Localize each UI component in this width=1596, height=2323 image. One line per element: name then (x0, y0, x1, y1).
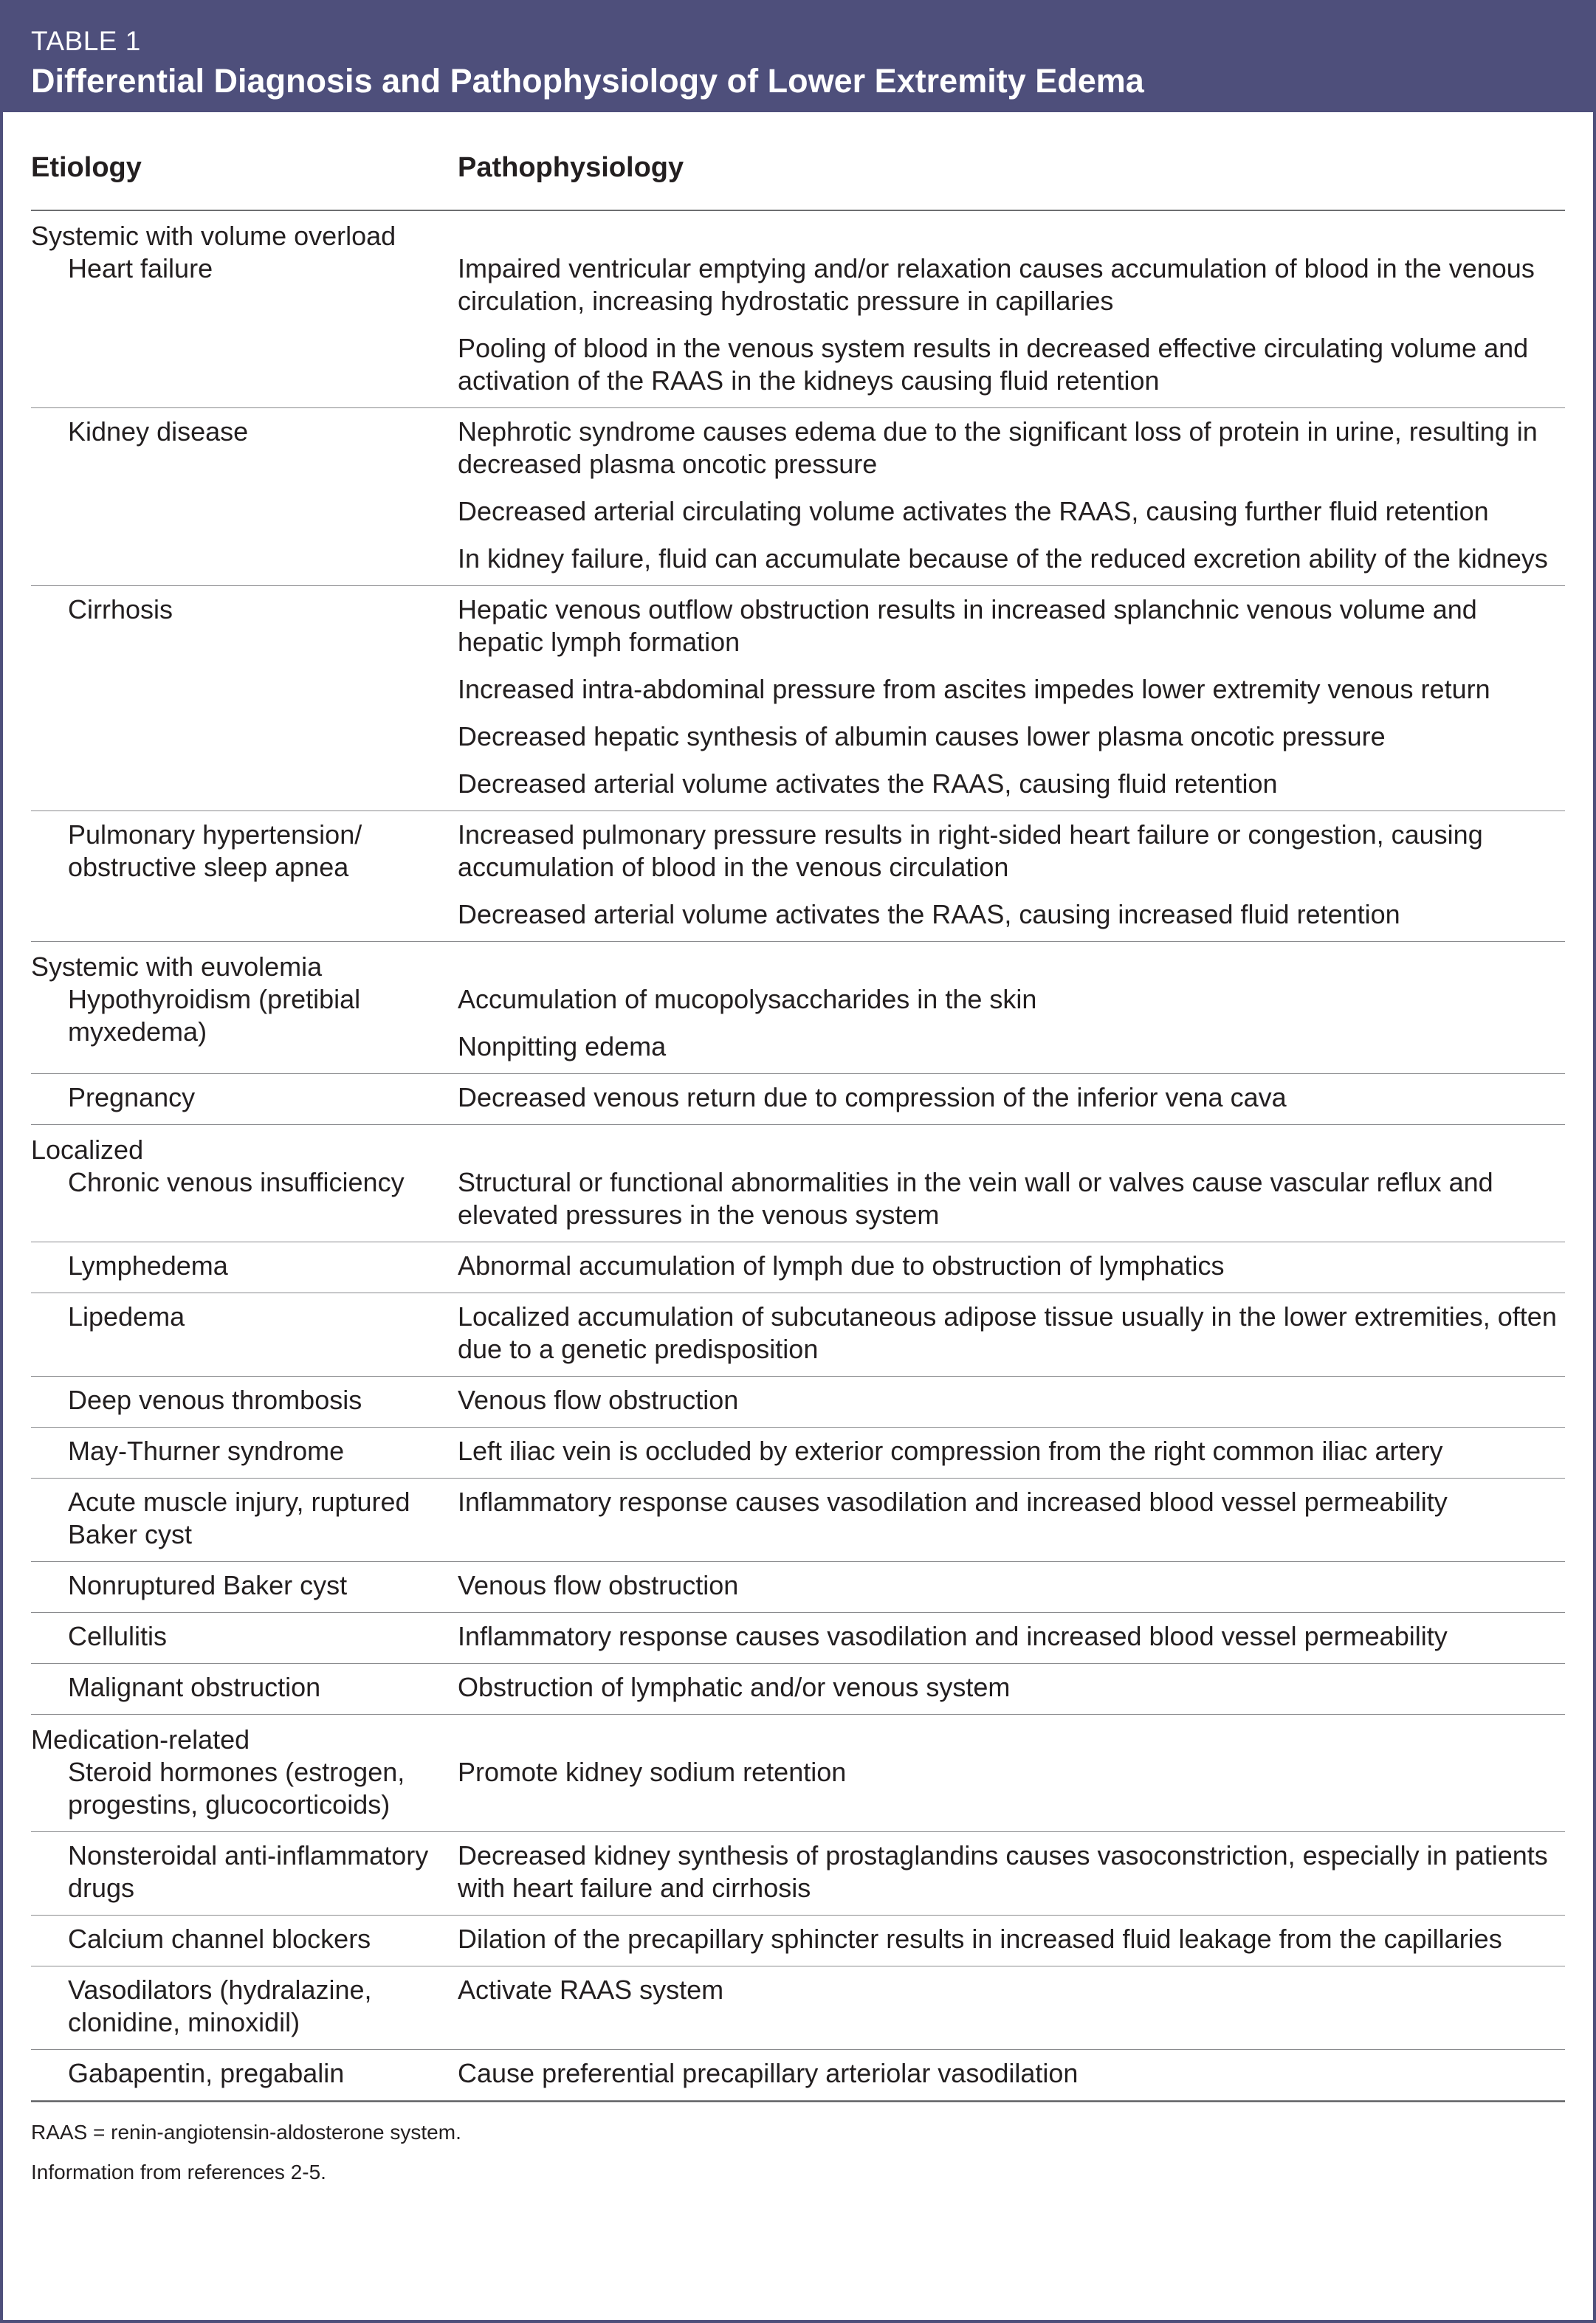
pathophysiology-cell (458, 1569, 1565, 1602)
pathophysiology-text: Venous flow obstruction (458, 1385, 739, 1415)
pathophysiology-text: Decreased hepatic synthesis of albumin causes lower plasma oncotic pressure (458, 721, 1386, 751)
table-row (31, 983, 1565, 1074)
pathophysiology-text: Activate RAAS system (458, 1975, 724, 2005)
pathophysiology-text: Decreased kidney synthesis of prostaglandins causes vasoconstriction, especially in patients with heart failure and cirrhosis (458, 1840, 1548, 1903)
table-row (31, 1074, 1565, 1125)
pathophysiology-cell (458, 1435, 1565, 1467)
section-label: Localized (31, 1135, 144, 1165)
pathophysiology-cell (458, 983, 1565, 1063)
pathophysiology-text: Localized accumulation of subcutaneous adipose tissue usually in the lower extremities, often due to a genetic predisposition (458, 1301, 1557, 1364)
column-header-etiology: Etiology (31, 151, 142, 183)
pathophysiology-cell (458, 252, 1565, 397)
table-row (31, 1832, 1565, 1916)
table-row (31, 1242, 1565, 1293)
pathophysiology-text: Inflammatory response causes vasodilation and increased blood vessel permeability (458, 1621, 1448, 1651)
etiology-cell: Cellulitis (68, 1621, 168, 1651)
etiology-cell: Pregnancy (68, 1082, 196, 1112)
pathophysiology-cell (458, 593, 1565, 800)
footnote-source: Information from references 2-5. (31, 2161, 326, 2183)
etiology-cell: Pulmonary hypertension/ obstructive sleep apnea (68, 819, 362, 882)
pathophysiology-text: Structural or functional abnormalities in the vein wall or valves cause vascular reflux and elevated pressures in the venous system (458, 1167, 1493, 1230)
etiology-cell: Lymphedema (68, 1250, 228, 1281)
etiology-cell: Lipedema (68, 1301, 185, 1332)
pathophysiology-text: Abnormal accumulation of lymph due to obstruction of lymphatics (458, 1250, 1225, 1281)
pathophysiology-text: Decreased arterial circulating volume activates the RAAS, causing further fluid retention (458, 496, 1489, 526)
table-header (3, 3, 1593, 112)
etiology-cell: Calcium channel blockers (68, 1924, 371, 1954)
pathophysiology-cell (458, 1974, 1565, 2039)
table-row (31, 1166, 1565, 1242)
pathophysiology-text: Increased intra-abdominal pressure from ascites impedes lower extremity venous return (458, 674, 1490, 704)
table-row (31, 1613, 1565, 1664)
pathophysiology-text: Nephrotic syndrome causes edema due to the significant loss of protein in urine, resulting in decreased plasma oncotic pressure (458, 416, 1538, 479)
footnote-abbreviation: RAAS = renin-angiotensin-aldosterone system. (31, 2121, 461, 2144)
table-row (31, 586, 1565, 811)
section-label: Systemic with euvolemia (31, 951, 323, 982)
table-body (3, 112, 1593, 2185)
table-row (31, 2050, 1565, 2101)
pathophysiology-text: Decreased arterial volume activates the RAAS, causing fluid retention (458, 768, 1278, 799)
table-row (31, 1377, 1565, 1428)
table-row (31, 811, 1565, 942)
etiology-cell: Nonruptured Baker cyst (68, 1570, 348, 1600)
pathophysiology-cell (458, 1250, 1565, 1282)
etiology-cell: Kidney disease (68, 416, 249, 447)
pathophysiology-cell (458, 2057, 1565, 2090)
pathophysiology-cell (458, 1671, 1565, 1704)
pathophysiology-cell (458, 1923, 1565, 1955)
pathophysiology-text: In kidney failure, fluid can accumulate because of the reduced excretion ability of the kidneys (458, 543, 1548, 574)
pathophysiology-text: Decreased venous return due to compression of the inferior vena cava (458, 1082, 1287, 1112)
etiology-cell: Cirrhosis (68, 594, 173, 624)
section-label: Systemic with volume overload (31, 221, 396, 251)
etiology-cell: Malignant obstruction (68, 1672, 321, 1702)
etiology-cell: May-Thurner syndrome (68, 1436, 345, 1466)
table-row (31, 1562, 1565, 1613)
pathophysiology-cell (458, 1486, 1565, 1551)
pathophysiology-cell (458, 1301, 1565, 1366)
table-row (31, 1966, 1565, 2050)
pathophysiology-text: Increased pulmonary pressure results in right-sided heart failure or congestion, causing accumulation of blood in the venous circulation (458, 819, 1483, 882)
table-footer (31, 2101, 1565, 2185)
pathophysiology-text: Pooling of blood in the venous system results in decreased effective circulating volume and activation of the RAAS in the kidneys causing fluid retention (458, 333, 1529, 396)
etiology-cell: Deep venous thrombosis (68, 1385, 362, 1415)
table-row (31, 408, 1565, 586)
table-row (31, 1916, 1565, 1966)
pathophysiology-text: Impaired ventricular emptying and/or relaxation causes accumulation of blood in the venous circulation, increasing hydrostatic pressure in capillaries (458, 253, 1535, 316)
pathophysiology-cell (458, 1384, 1565, 1417)
etiology-cell: Gabapentin, pregabalin (68, 2058, 345, 2088)
pathophysiology-cell (458, 1840, 1565, 1904)
pathophysiology-text: Promote kidney sodium retention (458, 1757, 847, 1787)
column-header-pathophysiology: Pathophysiology (458, 151, 684, 183)
etiology-cell: Chronic venous insufficiency (68, 1167, 405, 1197)
table-label: TABLE 1 (31, 26, 141, 56)
pathophysiology-text: Hepatic venous outflow obstruction results in increased splanchnic venous volume and hepatic lymph formation (458, 594, 1477, 657)
pathophysiology-cell (458, 1620, 1565, 1653)
section-label: Medication-related (31, 1724, 250, 1755)
pathophysiology-text: Accumulation of mucopolysaccharides in the skin (458, 984, 1037, 1014)
etiology-cell: Vasodilators (hydralazine, clonidine, minoxidil) (68, 1975, 372, 2037)
table-row (31, 1293, 1565, 1377)
table-row (31, 1756, 1565, 1832)
pathophysiology-text: Obstruction of lymphatic and/or venous system (458, 1672, 1011, 1702)
table-title: Differential Diagnosis and Pathophysiology of Lower Extremity Edema (31, 62, 1144, 100)
pathophysiology-text: Decreased arterial volume activates the RAAS, causing increased fluid retention (458, 899, 1400, 929)
pathophysiology-cell (458, 1081, 1565, 1114)
pathophysiology-text: Venous flow obstruction (458, 1570, 739, 1600)
column-headers (31, 112, 1565, 211)
pathophysiology-cell (458, 1756, 1565, 1821)
pathophysiology-cell (458, 416, 1565, 575)
pathophysiology-text: Dilation of the precapillary sphincter results in increased fluid leakage from the capillaries (458, 1924, 1502, 1954)
etiology-cell: Acute muscle injury, ruptured Baker cyst (68, 1487, 410, 1549)
pathophysiology-cell (458, 819, 1565, 931)
etiology-cell: Steroid hormones (estrogen, progestins, glucocorticoids) (68, 1757, 405, 1820)
table-row (31, 252, 1565, 408)
table-row (31, 1479, 1565, 1562)
table-row (31, 1664, 1565, 1715)
pathophysiology-text: Inflammatory response causes vasodilation and increased blood vessel permeability (458, 1487, 1448, 1517)
pathophysiology-cell (458, 1166, 1565, 1231)
pathophysiology-text: Left iliac vein is occluded by exterior compression from the right common iliac artery (458, 1436, 1443, 1466)
etiology-cell: Heart failure (68, 253, 213, 283)
table-row (31, 1428, 1565, 1479)
etiology-cell: Nonsteroidal anti-inflammatory drugs (68, 1840, 429, 1903)
etiology-cell: Hypothyroidism (pretibial myxedema) (68, 984, 361, 1047)
pathophysiology-text: Nonpitting edema (458, 1031, 667, 1061)
pathophysiology-text: Cause preferential precapillary arteriolar vasodilation (458, 2058, 1079, 2088)
table-sections (31, 211, 1565, 2101)
